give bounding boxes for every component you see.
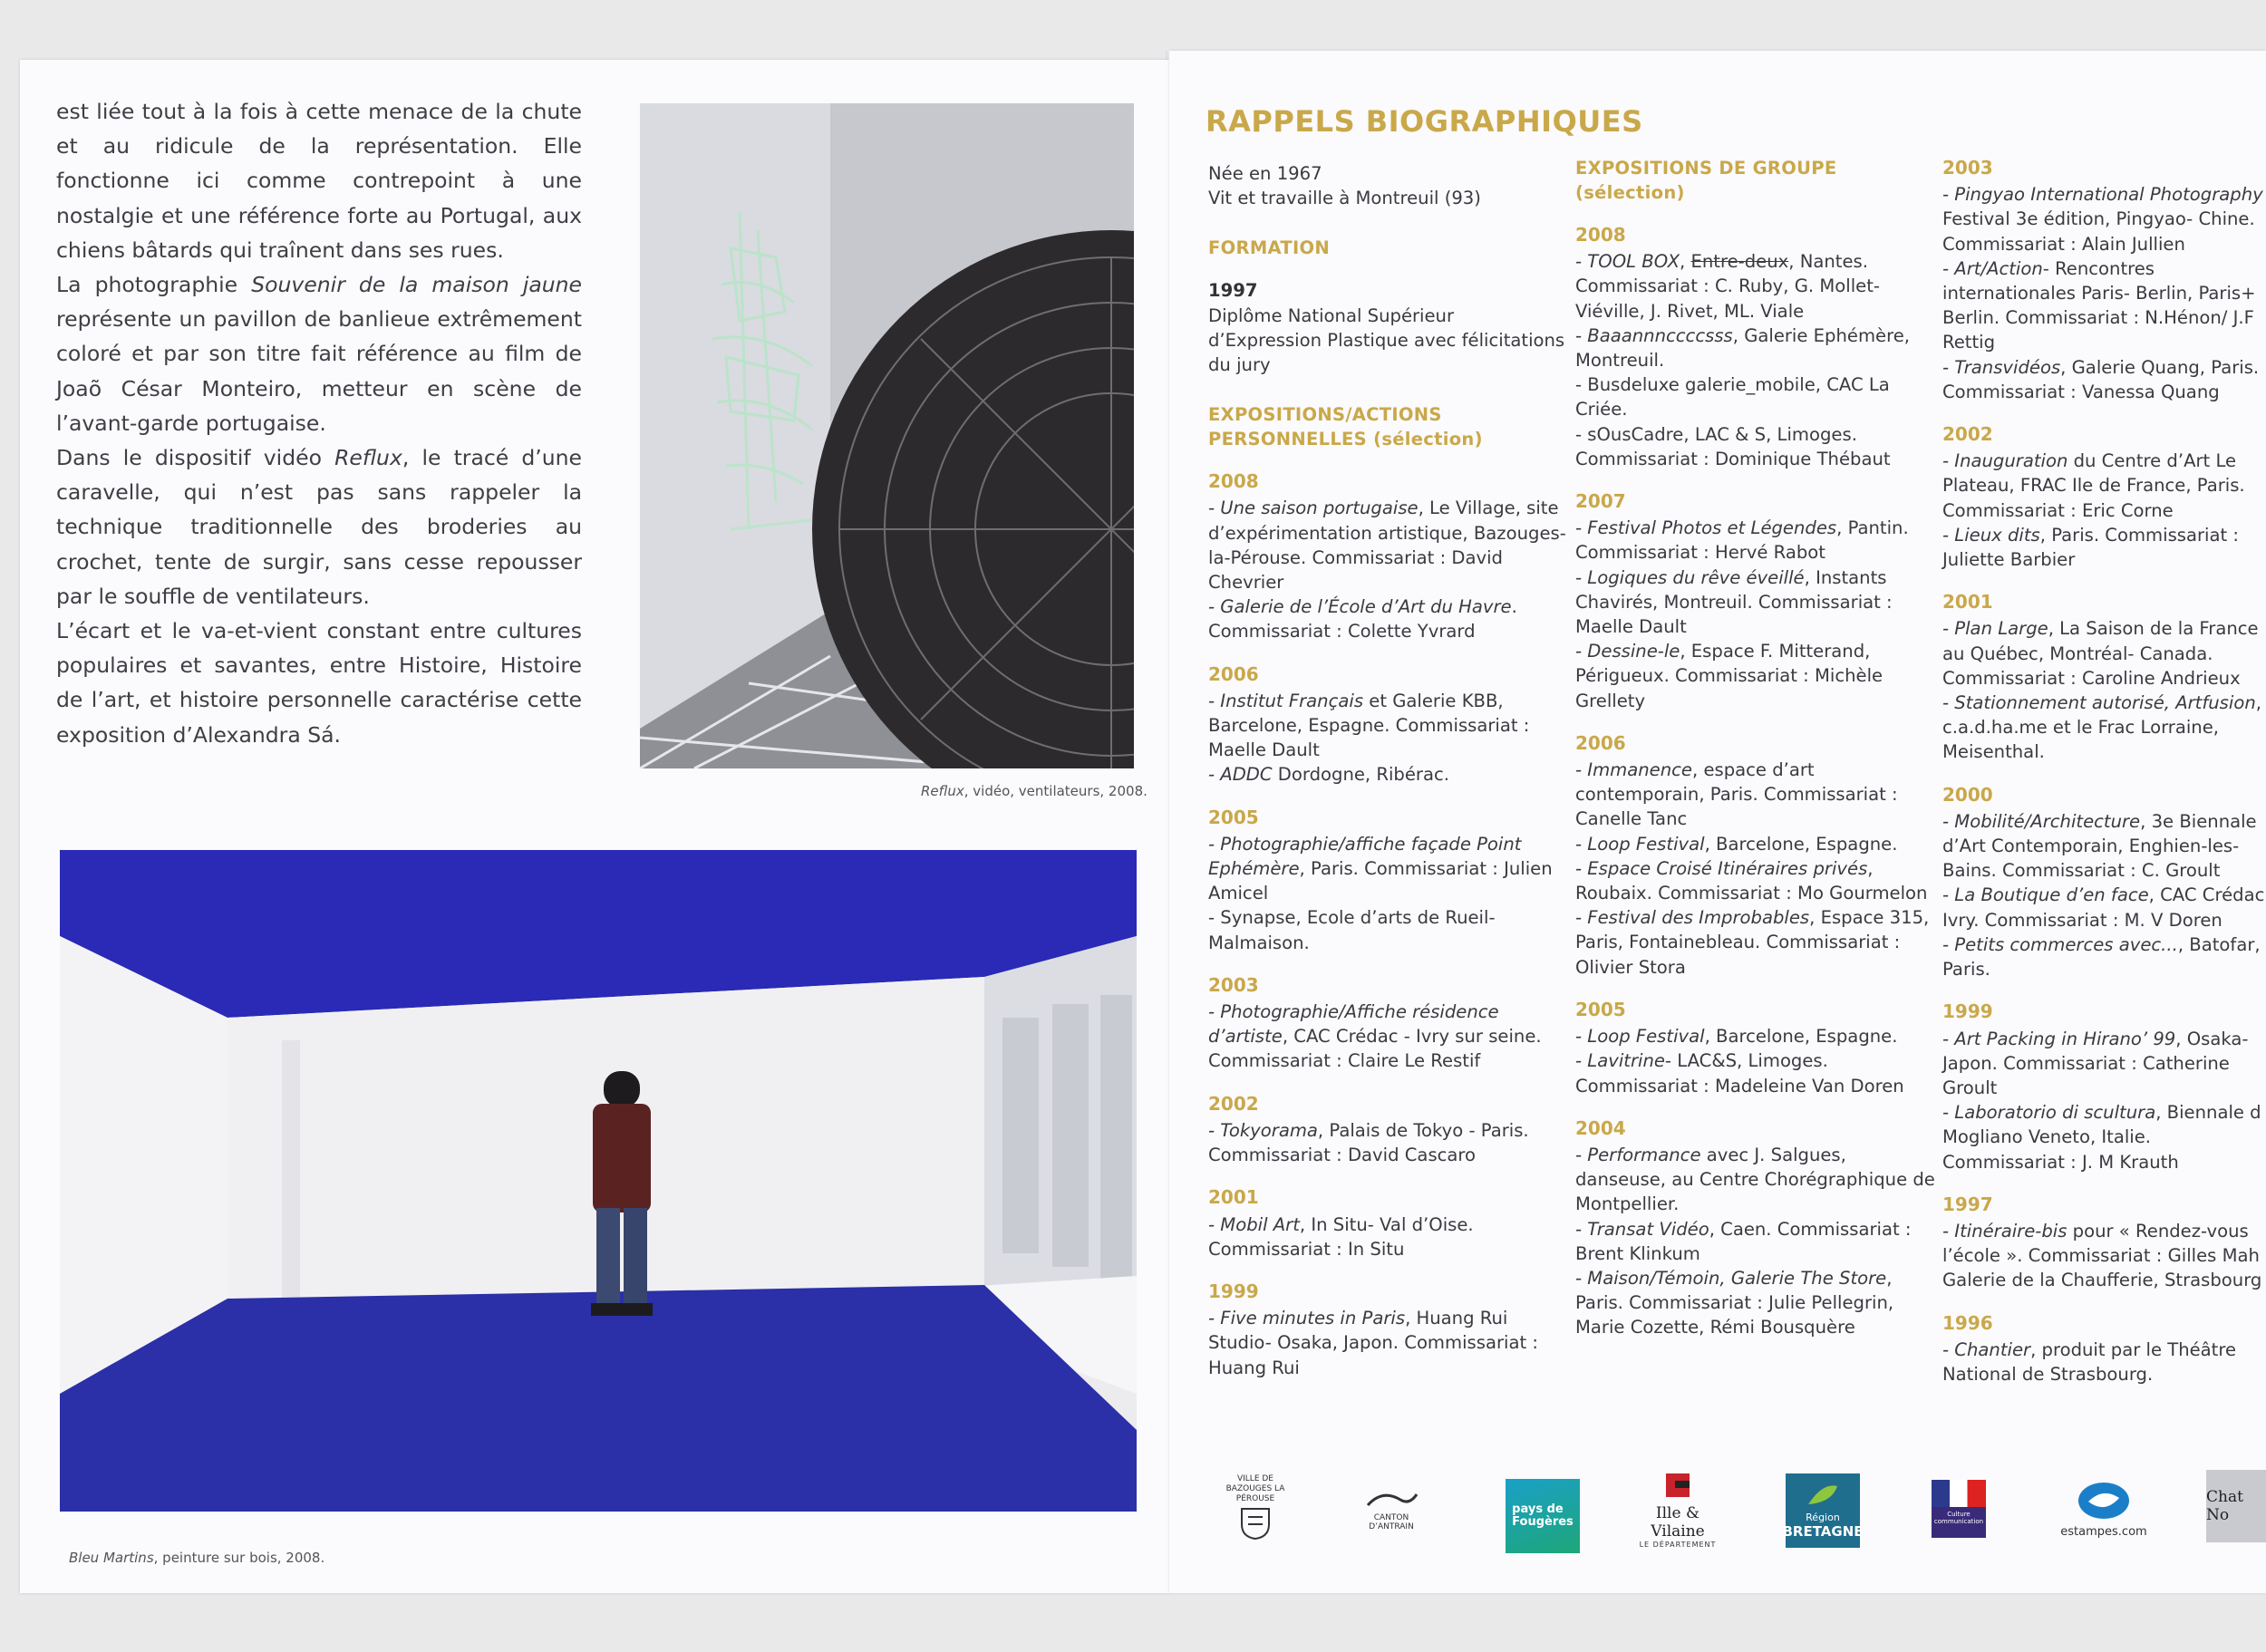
groupe-heading bbox=[1575, 156, 1938, 205]
crest-icon bbox=[1237, 1504, 1273, 1541]
exhibition-details: Festival 3e édition, Pingyao- Chine. Commissariat : Alain Jullien bbox=[1942, 208, 2255, 255]
artwork-title: Souvenir de la maison jaune bbox=[251, 272, 582, 298]
exhibition-entry bbox=[1942, 523, 2266, 572]
formation-text: Diplôme National Supérieur d’Expression Plastique avec félicitations du jury bbox=[1208, 304, 1565, 376]
formation-year: 1997 bbox=[1208, 280, 1258, 302]
exhibition-entry bbox=[1575, 905, 1938, 980]
exhibition-title: - Mobil Art bbox=[1208, 1213, 1300, 1235]
exhibition-details: , La Saison de la France au Québec, Montréal- Canada. Commissariat : Caroline Andrieux bbox=[1942, 618, 2259, 689]
birth-year: Née en 1967 bbox=[1208, 163, 1322, 184]
exhibition-title: - Lavitrine bbox=[1575, 1050, 1665, 1072]
exhibition-title: - Transat Vidéo bbox=[1575, 1218, 1709, 1240]
exhibition-details: , Barcelone, Espagne. bbox=[1704, 833, 1898, 855]
exhibition-details: , CAC Crédac Ivry. Commissariat : M. V Doren bbox=[1942, 884, 2265, 931]
exhibition-title: - Festival des Improbables bbox=[1575, 907, 1810, 929]
exhibition-title: - Dessine-le bbox=[1575, 641, 1680, 662]
logo-label: Région bbox=[1806, 1511, 1840, 1523]
perso-heading bbox=[1208, 402, 1571, 451]
exhibition-details: , Espace 315, Paris, Fontainebleau. Commissariat : Olivier Stora bbox=[1575, 907, 1930, 978]
year-heading: 2005 bbox=[1208, 806, 1259, 828]
exhibition-title: - Stationnement autorisé, Artfusion bbox=[1942, 692, 2256, 714]
exhibition-entry bbox=[1575, 565, 1938, 640]
logo-chat-noir bbox=[2206, 1470, 2266, 1542]
exhibition-entry bbox=[1208, 832, 1571, 906]
exhibition-details: , Palais de Tokyo - Paris. Commissariat : David Cascaro bbox=[1208, 1119, 1529, 1166]
heading-line: (sélection) bbox=[1575, 182, 1685, 203]
exhibition-details: , c.a.d.ha.me et le Frac Lorraine, Meisenthal. bbox=[1942, 692, 2261, 763]
logo-bazouges bbox=[1215, 1468, 1296, 1550]
exhibition-details: , Pantin. Commissariat : Hervé Rabot bbox=[1575, 517, 1909, 564]
exhibition-title: - Une saison portugaise bbox=[1208, 498, 1419, 519]
exhibition-entry bbox=[1575, 422, 1938, 471]
exhibition-entry bbox=[1208, 1000, 1571, 1074]
exhibition-entry bbox=[1208, 905, 1571, 954]
exhibition-details: avec J. Salgues, danseuse, au Centre Chorégraphique de Montpellier. bbox=[1575, 1144, 1935, 1215]
formation-heading: FORMATION bbox=[1208, 237, 1331, 259]
exhibition-details: , Nantes. Commissariat : C. Ruby, G. Mollet-Viéville, J. Rivet, ML. Viale bbox=[1575, 251, 1880, 322]
logo-label: pays de bbox=[1512, 1502, 1564, 1516]
caption-title: Bleu Martins bbox=[69, 1550, 154, 1566]
exhibition-title: - Itinéraire-bis bbox=[1942, 1220, 2067, 1241]
exhibition-entry bbox=[1575, 639, 1938, 713]
groupe-list-continued bbox=[1942, 156, 2266, 1386]
exhibition-details: du Centre d’Art Le Plateau, FRAC Ile de France, Paris. Commissariat : Eric Corne bbox=[1942, 450, 2245, 521]
exhibition-entry bbox=[1575, 324, 1938, 372]
exhibition-details: , Le Village, site d’expérimentation artistique, Bazouges-la-Pérouse. Commissariat : David Chevrier bbox=[1208, 498, 1566, 594]
exhibition-title: - Chantier bbox=[1942, 1338, 2031, 1360]
exhibition-title: - Lieux dits bbox=[1942, 524, 2040, 546]
year-heading: 2000 bbox=[1942, 783, 1993, 806]
residence: Vit et travaille à Montreuil (93) bbox=[1208, 188, 1481, 209]
exhibition-title: - Logiques du rêve éveillé bbox=[1575, 566, 1805, 588]
exhibition-entry bbox=[1942, 182, 2266, 256]
exhibition-title: - ADDC bbox=[1208, 764, 1273, 786]
year-heading: 2008 bbox=[1575, 224, 1626, 246]
logo-bretagne bbox=[1782, 1473, 1864, 1548]
exhibition-details: - sOusCadre, LAC & S, Limoges. Commissariat : Dominique Thébaut bbox=[1575, 423, 1891, 469]
exhibition-entry bbox=[1942, 932, 2266, 981]
exhibition-entry bbox=[1942, 1027, 2266, 1101]
year-heading: 2005 bbox=[1575, 998, 1626, 1020]
exhibition-title: - TOOL BOX bbox=[1575, 251, 1680, 273]
exhibition-entry bbox=[1942, 449, 2266, 523]
exhibition-title: - Art/Action bbox=[1942, 257, 2043, 279]
logo-label: Fougères bbox=[1512, 1515, 1574, 1529]
exhibition-entry bbox=[1575, 1024, 1938, 1048]
exhibition-entry bbox=[1575, 372, 1938, 421]
exhibition-details: , 3e Biennale d’Art Contemporain, Enghien-les-Bains. Commissariat : C. Groult bbox=[1942, 810, 2257, 882]
exhibition-details: , Biennale d Mogliano Veneto, Italie. Commissariat : J. M Krauth bbox=[1942, 1102, 2261, 1173]
bleu-martins-photo bbox=[60, 850, 1137, 1512]
exhibition-details: , CAC Crédac - Ivry sur seine. Commissariat : Claire Le Restif bbox=[1208, 1026, 1542, 1072]
flag-icon bbox=[1932, 1480, 1986, 1507]
exhibition-details: - Busdeluxe galerie_mobile, CAC La Criée. bbox=[1575, 374, 1890, 420]
intro-paragraph-2 bbox=[56, 267, 582, 440]
exhibition-entry bbox=[1575, 1217, 1938, 1266]
intro-paragraph-4: L’écart et le va-et-vient constant entre cultures populaires et savantes, entre Histoire, Histoire de l’art, et histoire personnelle caractérise cette exposition d’Alexandra Sá. bbox=[56, 618, 582, 748]
logo-estampes bbox=[2054, 1468, 2154, 1550]
exhibition-entry bbox=[1208, 496, 1571, 594]
groupe-list bbox=[1575, 223, 1938, 1340]
intro-paragraph-3 bbox=[56, 440, 582, 613]
exhibition-title: - Pingyao International Photography bbox=[1942, 184, 2263, 206]
heading-line: PERSONNELLES (sélection) bbox=[1208, 429, 1483, 450]
exhibition-entry bbox=[1942, 1219, 2266, 1293]
logo-label: VILLE DE BAZOUGES LA PÉROUSE bbox=[1225, 1473, 1285, 1503]
exhibition-details: , produit par le Théâtre National de Strasbourg. bbox=[1942, 1338, 2237, 1385]
exhibition-entry bbox=[1942, 1100, 2266, 1174]
exhibition-entry bbox=[1942, 355, 2266, 404]
struck-text: Entre-deux bbox=[1690, 251, 1789, 273]
logo-fougeres bbox=[1506, 1479, 1580, 1553]
year-heading: 2004 bbox=[1575, 1116, 1626, 1139]
bretagne-leaf-icon bbox=[1805, 1483, 1841, 1508]
exhibition-title: - Galerie de l’École d’Art du Havre bbox=[1208, 596, 1512, 618]
bleu-martins-caption bbox=[69, 1550, 324, 1566]
exhibition-title: - Immanence bbox=[1575, 759, 1692, 781]
exhibition-entry bbox=[1575, 758, 1938, 832]
year-heading: 1999 bbox=[1942, 1000, 1993, 1023]
year-heading: 2003 bbox=[1942, 157, 1993, 179]
exhibition-entry bbox=[1942, 809, 2266, 884]
exhibition-entry bbox=[1575, 856, 1938, 905]
exhibition-title: - Maison/Témoin, Galerie The Store bbox=[1575, 1267, 1887, 1289]
year-heading: 2001 bbox=[1942, 591, 1993, 613]
reflux-caption bbox=[921, 783, 1148, 799]
logo-antrain-text bbox=[1351, 1487, 1432, 1531]
logo-label: BRETAGNE bbox=[1782, 1522, 1864, 1540]
exhibition-details: . Commissariat : Colette Yvrard bbox=[1208, 596, 1517, 642]
exhibition-details: pour « Rendez-vous l’école ». Commissariat : Gilles Mah Galerie de la Chaufferie, Strasbourg bbox=[1942, 1220, 2262, 1291]
exhibition-title: - Tokyorama bbox=[1208, 1119, 1318, 1141]
heading-line: EXPOSITIONS DE GROUPE bbox=[1575, 158, 1837, 179]
year-heading: 1996 bbox=[1942, 1311, 1993, 1334]
exhibition-title: - Performance bbox=[1575, 1144, 1701, 1165]
reflux-photo bbox=[640, 103, 1134, 768]
exhibition-title: - Loop Festival bbox=[1575, 1026, 1705, 1048]
exhibition-details: , Paris. Commissariat : Juliette Barbier bbox=[1942, 524, 2240, 571]
exhibition-title: - Five minutes in Paris bbox=[1208, 1308, 1406, 1329]
exhibition-entry bbox=[1575, 1048, 1938, 1097]
intro-paragraph-1: est liée tout à la fois à cette menace de la chute et au ridicule de la représentation. Elle fonctionne ici comme contrepoint à une nostalgie et une référence forte au Portugal, aux chiens bâtards qui traînent dans ses rues. bbox=[56, 99, 582, 263]
logo-label: Culture communication bbox=[1932, 1507, 1986, 1538]
bleu-martins-illustration bbox=[60, 850, 1137, 1512]
exhibition-title: - Photographie/affiche façade Point Ephémère bbox=[1208, 833, 1522, 880]
logo-fougeres-text bbox=[1512, 1503, 1574, 1529]
exhibition-details: , Galerie Quang, Paris. Commissariat : Vanessa Quang bbox=[1942, 356, 2260, 402]
logo-label: CANTON D’ANTRAIN bbox=[1369, 1512, 1414, 1531]
exhibition-entry bbox=[1575, 832, 1938, 856]
exhibition-entry bbox=[1208, 1118, 1571, 1167]
text: La photographie bbox=[56, 272, 252, 298]
text: Dans le dispositif vidéo bbox=[56, 445, 335, 471]
logo-ille-text bbox=[1628, 1470, 1728, 1549]
logo-label: Ille & Vilaine bbox=[1651, 1503, 1705, 1541]
exhibition-details: , Paris. Commissariat : Julien Amicel bbox=[1208, 858, 1553, 904]
exhibition-entry bbox=[1575, 1143, 1938, 1217]
artwork-title: Reflux bbox=[334, 445, 402, 471]
exhibition-title: - Mobilité/Architecture bbox=[1942, 810, 2141, 832]
logo-sublabel: LE DÉPARTEMENT bbox=[1639, 1540, 1717, 1549]
exhibition-entry: - TOOL BOX, Entre-deux, Nantes. Commissariat : C. Ruby, G. Mollet-Viéville, J. Rivet, ML. Viale bbox=[1575, 251, 1880, 322]
exhibition-details: et Galerie KBB, Barcelone, Espagne. Commissariat : Maelle Dault bbox=[1208, 690, 1530, 761]
exhibition-details: - LAC&S, Limoges. Commissariat : Madeleine Van Doren bbox=[1575, 1050, 1904, 1097]
exhibition-title: - Photographie/Affiche résidence d’artiste bbox=[1208, 1001, 1499, 1048]
caption-text: , vidéo, ventilateurs, 2008. bbox=[964, 783, 1148, 799]
exhibition-entry bbox=[1208, 594, 1571, 643]
exhibition-details: , Galerie Ephémère, Montreuil. bbox=[1575, 324, 1911, 372]
exhibition-details: Dordogne, Ribérac. bbox=[1272, 764, 1449, 786]
year-heading: 1997 bbox=[1942, 1193, 1993, 1215]
exhibition-details: , Batofar, Paris. bbox=[1942, 933, 2261, 981]
exhibition-details: , In Situ- Val d’Oise. Commissariat : In Situ bbox=[1208, 1213, 1474, 1260]
logo-bazouges-text bbox=[1215, 1474, 1296, 1544]
logo-label: estampes.com bbox=[2060, 1524, 2147, 1539]
exhibition-title: - Institut Français bbox=[1208, 690, 1364, 711]
antrain-icon bbox=[1364, 1487, 1419, 1511]
exhibition-title: - Inauguration bbox=[1942, 450, 2068, 472]
exhibition-title: - Petits commerces avec... bbox=[1942, 933, 2178, 955]
bio-column-3 bbox=[1942, 156, 2266, 1386]
year-heading: 2006 bbox=[1208, 662, 1259, 685]
caption-text: , peinture sur bois, 2008. bbox=[153, 1550, 325, 1566]
exhibition-title: - Loop Festival bbox=[1575, 833, 1705, 855]
intro-text bbox=[56, 94, 582, 752]
year-heading: 2007 bbox=[1575, 490, 1626, 513]
exhibition-entry bbox=[1575, 1266, 1938, 1340]
year-heading: 2002 bbox=[1208, 1092, 1259, 1115]
text: représente un pavillon de banlieue extrêmement coloré et par son titre fait référence au film de Joaõ César Monteiro, metteur en scène de l’avant-garde portugaise. bbox=[56, 306, 582, 436]
exhibition-details: , Paris. Commissariat : Julie Pellegrin, Marie Cozette, Rémi Bousquère bbox=[1575, 1267, 1894, 1338]
exhibition-entry bbox=[1575, 516, 1938, 565]
exhibition-title: - Baaannnccccsss bbox=[1575, 324, 1733, 346]
exhibition-entry bbox=[1942, 883, 2266, 932]
year-heading: 2003 bbox=[1208, 973, 1259, 996]
exhibition-entry bbox=[1208, 1306, 1571, 1380]
logo-bretagne-text bbox=[1782, 1483, 1863, 1540]
exhibition-title: - Espace Croisé Itinéraires privés bbox=[1575, 857, 1868, 879]
exhibition-entry bbox=[1208, 689, 1571, 763]
logo-estampes-text bbox=[2060, 1480, 2146, 1539]
exhibition-title: - Plan Large bbox=[1942, 618, 2048, 640]
exhibition-entry bbox=[1208, 1212, 1571, 1261]
exhibition-details: , Barcelone, Espagne. bbox=[1704, 1026, 1898, 1048]
exhibition-entry bbox=[1208, 762, 1571, 787]
year-heading: 1999 bbox=[1208, 1280, 1259, 1302]
exhibition-details: , Osaka-Japon. Commissariat : Catherine Groult bbox=[1942, 1028, 2249, 1098]
exhibition-details: - Synapse, Ecole d’arts de Rueil-Malmaison. bbox=[1208, 907, 1496, 953]
bio-column-2 bbox=[1575, 156, 1938, 1340]
year-heading: 2006 bbox=[1575, 731, 1626, 754]
year-heading: 2001 bbox=[1208, 1186, 1259, 1209]
logo-antrain bbox=[1351, 1468, 1432, 1550]
bio-title: RAPPELS BIOGRAPHIQUES bbox=[1206, 104, 1643, 139]
exhibition-details: , Caen. Commissariat : Brent Klinkum bbox=[1575, 1218, 1912, 1264]
logo-culture-text bbox=[1932, 1480, 1986, 1538]
logo-ille-vilaine bbox=[1628, 1468, 1728, 1550]
exhibition-details: , Huang Rui Studio- Osaka, Japon. Commissariat : Huang Rui bbox=[1208, 1308, 1538, 1378]
exhibition-entry bbox=[1942, 691, 2266, 765]
exhibition-entry bbox=[1942, 616, 2266, 691]
exhibition-title: - Festival Photos et Légendes bbox=[1575, 517, 1837, 539]
exhibition-entry bbox=[1942, 256, 2266, 355]
exhibition-title: - Art Packing in Hirano’ 99 bbox=[1942, 1028, 2176, 1049]
bio-column-1 bbox=[1208, 161, 1571, 1380]
estampes-icon bbox=[2076, 1480, 2132, 1522]
year-heading: 2002 bbox=[1942, 423, 1993, 446]
reflux-illustration bbox=[640, 103, 1134, 768]
perso-list bbox=[1208, 469, 1571, 1380]
caption-title: Reflux bbox=[921, 783, 964, 799]
exhibition-details: , Instants Chavirés, Montreuil. Commissariat : Maelle Dault bbox=[1575, 566, 1893, 638]
exhibition-details: , Espace F. Mitterand, Périgueux. Commissariat : Michèle Grellety bbox=[1575, 641, 1883, 711]
heading-line: EXPOSITIONS/ACTIONS bbox=[1208, 404, 1442, 426]
exhibition-title: - La Boutique d’en face bbox=[1942, 884, 2149, 906]
exhibition-title: - Transvidéos bbox=[1942, 356, 2061, 378]
exhibition-details: - Rencontres internationales Paris- Berlin, Paris+ Berlin. Commissariat : N.Hénon/ J.F Rettig bbox=[1942, 257, 2256, 353]
exhibition-details: , espace d’art contemporain, Paris. Commissariat : Canelle Tanc bbox=[1575, 759, 1898, 830]
exhibition-details: , Roubaix. Commissariat : Mo Gourmelon bbox=[1575, 857, 1928, 904]
year-heading: 2008 bbox=[1208, 470, 1259, 493]
exhibition-entry bbox=[1942, 1338, 2266, 1386]
ille-vilaine-icon bbox=[1662, 1470, 1693, 1501]
exhibition-title: - Laboratorio di scultura bbox=[1942, 1102, 2156, 1124]
text: , le tracé d’une caravelle, qui n’est pas sans rappeler la technique traditionnelle des broderies au crochet, tente de surgir, sans cesse repousser par le souffle de ventilateurs. bbox=[56, 445, 582, 609]
logo-culture bbox=[1929, 1468, 1989, 1550]
logo-label: Chat No bbox=[2206, 1488, 2243, 1524]
